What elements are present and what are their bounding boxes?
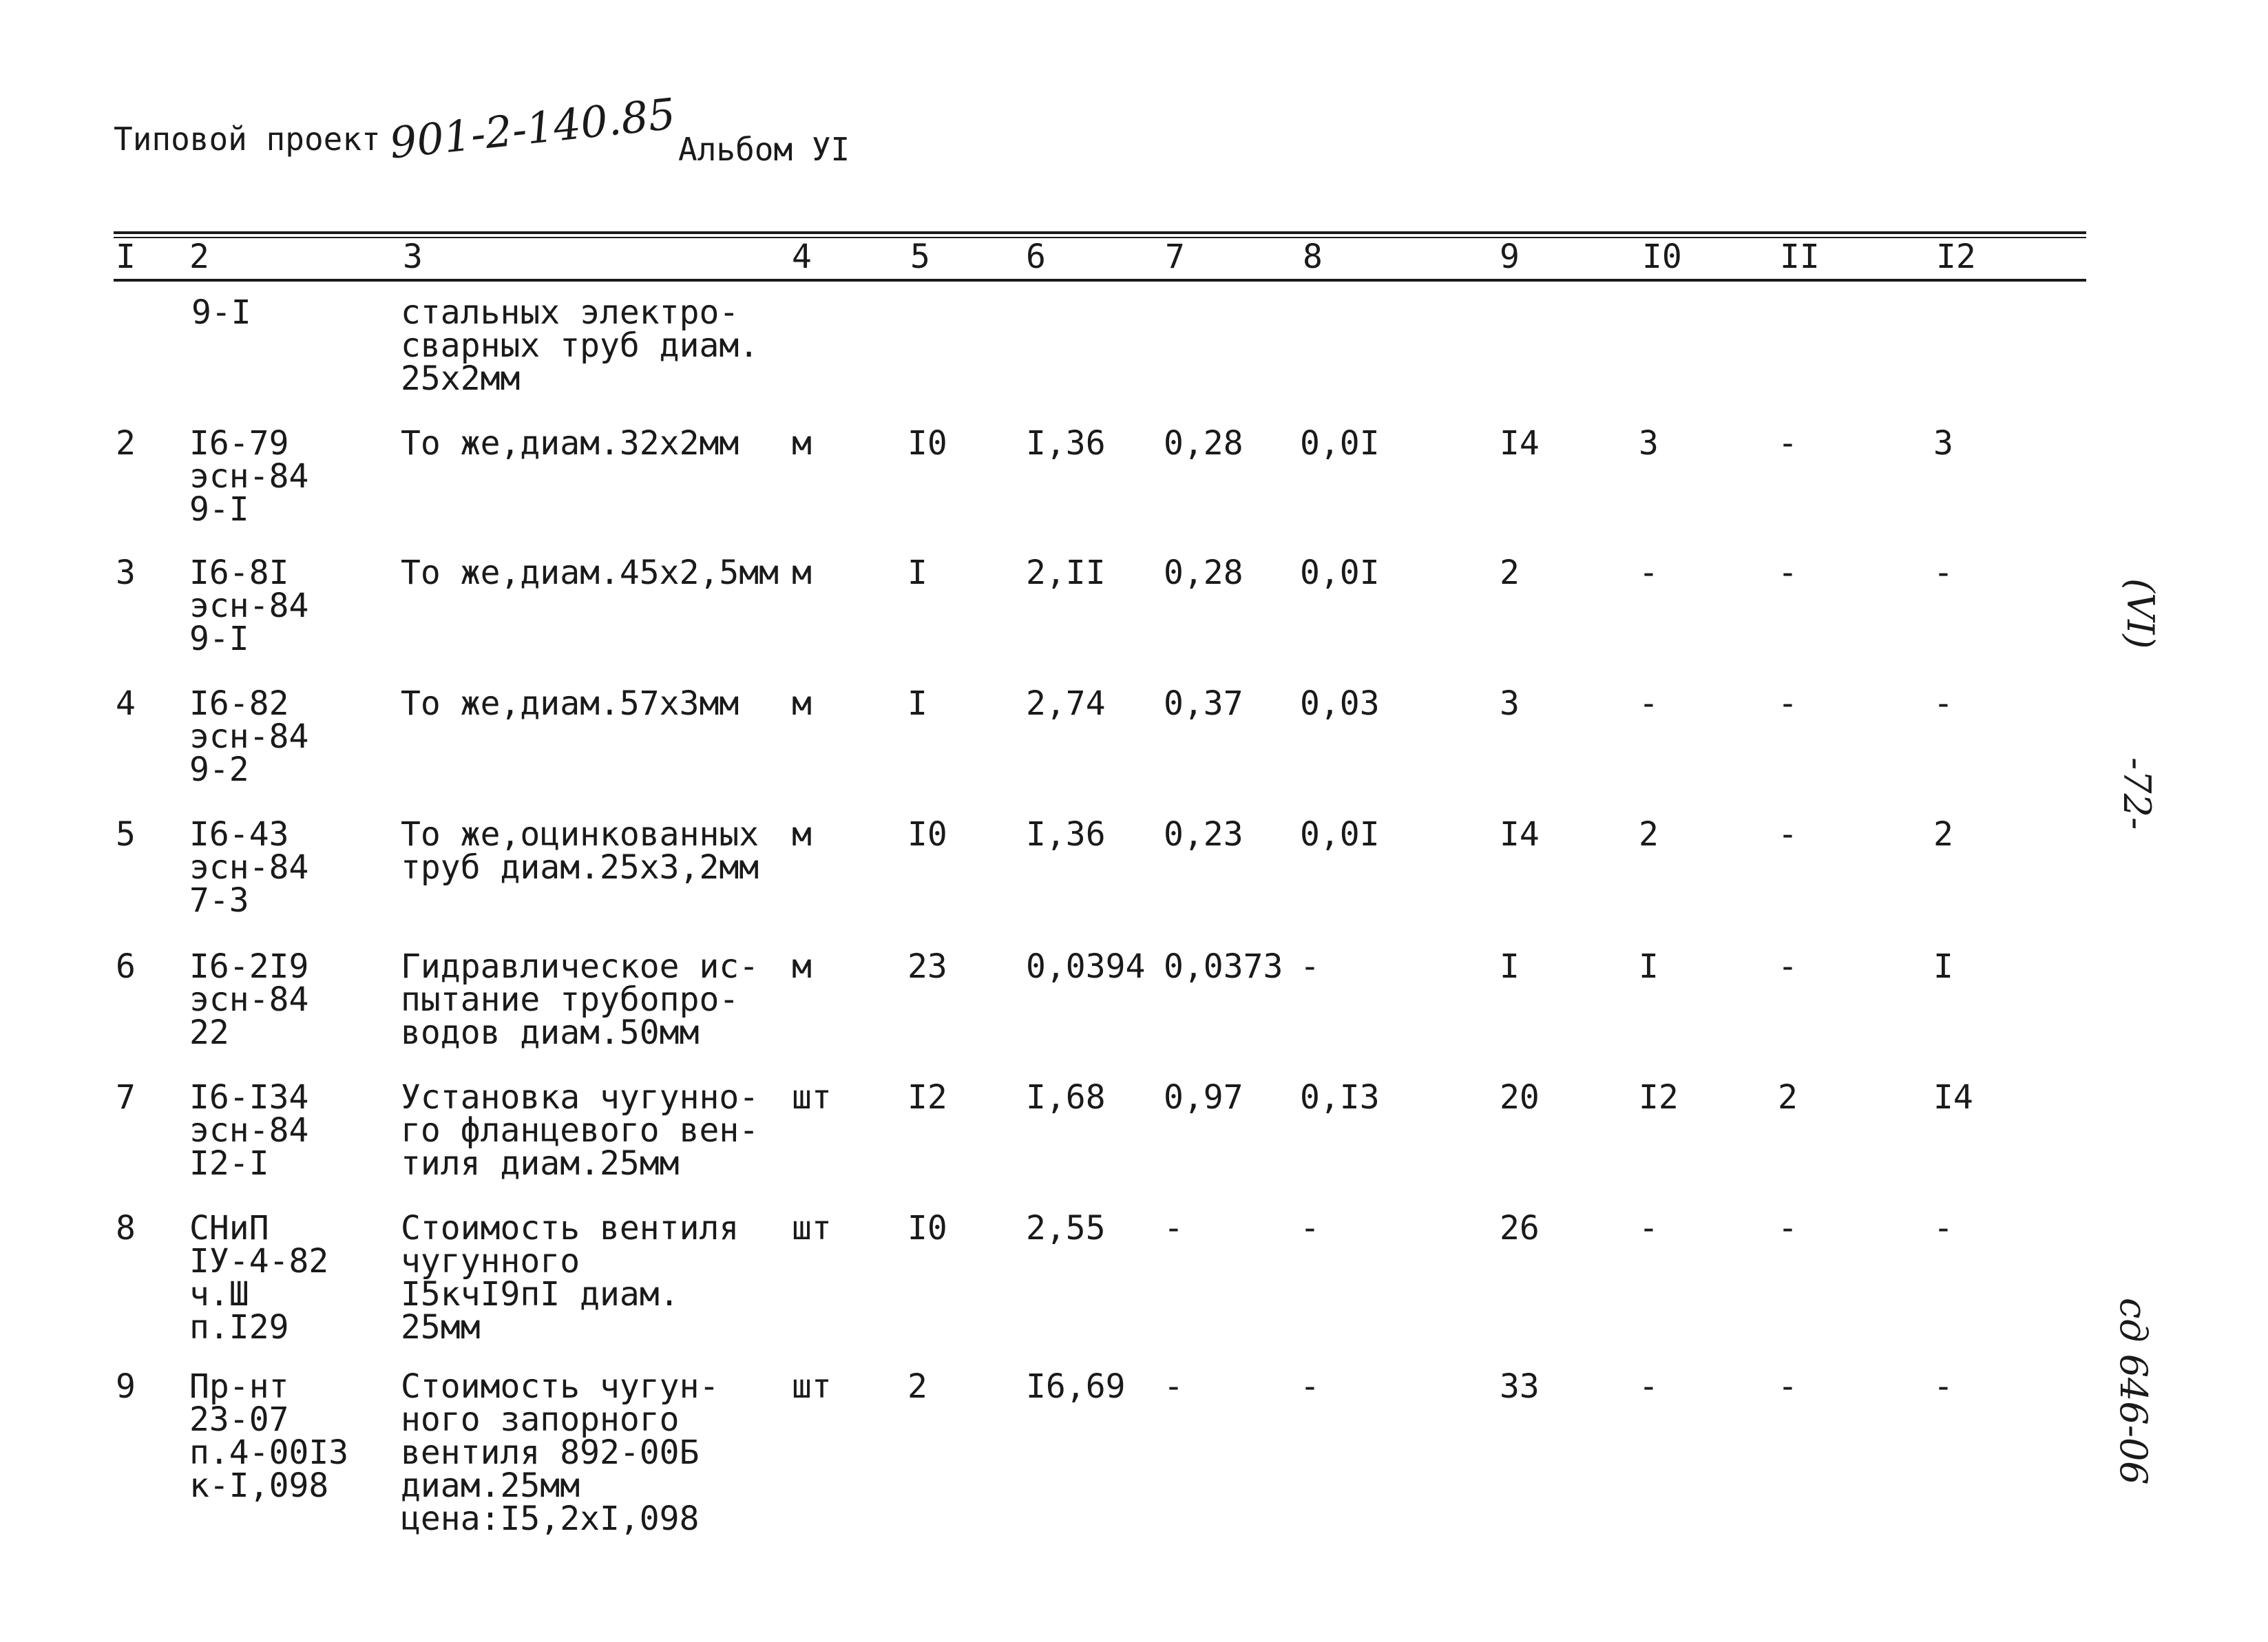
cell-c6: I,36 [1026, 815, 1106, 854]
project-label: Типовой проект [114, 120, 381, 158]
cell-c7: - [1164, 1209, 1184, 1248]
cell-c7: 0,28 [1164, 554, 1243, 592]
cell-c9: 3 [1500, 684, 1520, 723]
cell-c11: - [1778, 424, 1798, 463]
cell-c11: - [1778, 1209, 1798, 1248]
cell-qty: I2 [907, 1078, 947, 1117]
cell-unit: м [792, 554, 812, 592]
cell-code: I6-82 эсн-84 9-2 [189, 684, 309, 789]
cell-c7: 0,37 [1164, 684, 1243, 723]
cell-c12: - [1933, 684, 1953, 723]
cell-c8: 0,I3 [1300, 1078, 1380, 1117]
cell-code: I6-79 эсн-84 9-I [189, 424, 309, 529]
project-number: 901-2-140.85 [387, 88, 678, 169]
cell-n: 4 [116, 684, 136, 723]
column-number: 6 [1026, 238, 1046, 276]
cell-unit: м [792, 815, 812, 854]
cell-code: I6-2I9 эсн-84 22 [189, 947, 309, 1052]
cell-c12: - [1933, 554, 1953, 592]
column-number: 2 [189, 238, 209, 276]
cell-c6: I,36 [1026, 424, 1106, 463]
cell-c12: 2 [1933, 815, 1953, 854]
cell-c6: 2,55 [1026, 1209, 1106, 1248]
cell-c12: I [1933, 947, 1953, 986]
table-top-rule [114, 231, 2086, 234]
page-number: -72- [2115, 757, 2159, 830]
album-label: Альбом УI [678, 131, 850, 168]
cell-qty: I0 [907, 424, 947, 463]
cell-c9: I [1500, 947, 1520, 986]
cell-c9: 33 [1500, 1367, 1540, 1406]
continuation-code: 9-I [191, 293, 251, 332]
cell-desc: То же,диам.45х2,5мм [401, 554, 779, 592]
column-number: 3 [403, 238, 423, 276]
column-number: II [1780, 238, 1820, 276]
cell-c8: 0,0I [1300, 424, 1380, 463]
cell-c9: 2 [1500, 554, 1520, 592]
cell-c10: 2 [1639, 815, 1659, 854]
cell-n: 8 [116, 1209, 136, 1248]
cell-code: I6-43 эсн-84 7-3 [189, 815, 309, 920]
document-code: сд 646-06 [2112, 1298, 2155, 1485]
cell-desc: Установка чугунно- го фланцевого вен- тиля диам.25мм [401, 1078, 759, 1183]
cell-qty: I [907, 684, 927, 723]
cell-c10: I [1639, 947, 1659, 986]
cell-unit: м [792, 424, 812, 463]
continuation-description: стальных электро- сварных труб диам. 25х2мм [401, 293, 759, 398]
cell-c12: - [1933, 1209, 1953, 1248]
cell-desc: Гидравлическое ис- пытание трубопро- водов диам.50мм [401, 947, 759, 1052]
cell-c9: 26 [1500, 1209, 1540, 1248]
column-number: I2 [1936, 238, 1976, 276]
cell-code: I6-I34 эсн-84 I2-I [189, 1078, 309, 1183]
cell-c9: 20 [1500, 1078, 1540, 1117]
cell-c8: - [1300, 1209, 1320, 1248]
cell-c8: - [1300, 1367, 1320, 1406]
column-number: I0 [1642, 238, 1682, 276]
cell-c10: - [1639, 684, 1659, 723]
cell-c8: - [1300, 947, 1320, 986]
cell-c11: - [1778, 1367, 1798, 1406]
cell-c11: - [1778, 554, 1798, 592]
cell-qty: I [907, 554, 927, 592]
cell-desc: То же,диам.57х3мм [401, 684, 739, 723]
cell-c11: - [1778, 684, 1798, 723]
cell-unit: м [792, 947, 812, 986]
cell-n: 7 [116, 1078, 136, 1117]
cell-c7: 0,23 [1164, 815, 1243, 854]
cell-c8: 0,03 [1300, 684, 1380, 723]
cell-qty: I0 [907, 1209, 947, 1248]
cell-c8: 0,0I [1300, 815, 1380, 854]
cell-c6: 2,74 [1026, 684, 1106, 723]
cell-unit: м [792, 684, 812, 723]
cell-c7: 0,28 [1164, 424, 1243, 463]
sheet-mark: (VI) [2119, 578, 2162, 649]
cell-c12: 3 [1933, 424, 1953, 463]
cell-c9: I4 [1500, 424, 1540, 463]
cell-code: Пр-нт 23-07 п.4-00I3 к-I,098 [189, 1367, 349, 1505]
column-number: 5 [910, 238, 930, 276]
cell-n: 9 [116, 1367, 136, 1406]
cell-c8: 0,0I [1300, 554, 1380, 592]
column-header-rule [114, 279, 2086, 282]
cell-c6: 2,II [1026, 554, 1106, 592]
cell-c11: - [1778, 815, 1798, 854]
cell-qty: 23 [907, 947, 947, 986]
cell-desc: Стоимость чугун- ного запорного вентиля 892-00Б диам.25мм цена:I5,2хI,098 [401, 1367, 720, 1538]
cell-c12: - [1933, 1367, 1953, 1406]
cell-unit: шт [792, 1367, 832, 1406]
cell-n: 6 [116, 947, 136, 986]
cell-desc: То же,диам.32х2мм [401, 424, 739, 463]
cell-code: I6-8I эсн-84 9-I [189, 554, 309, 658]
cell-qty: I0 [907, 815, 947, 854]
cell-n: 5 [116, 815, 136, 854]
cell-desc: То же,оцинкованных труб диам.25х3,2мм [401, 815, 759, 887]
cell-n: 3 [116, 554, 136, 592]
cell-c6: I,68 [1026, 1078, 1106, 1117]
cell-c12: I4 [1933, 1078, 1973, 1117]
cell-c6: 0,0394 [1026, 947, 1146, 986]
cell-c10: - [1639, 554, 1659, 592]
cell-unit: шт [792, 1078, 832, 1117]
cell-n: 2 [116, 424, 136, 463]
cell-c9: I4 [1500, 815, 1540, 854]
cell-desc: Стоимость вентиля чугунного I5кчI9пI диам. 25мм [401, 1209, 739, 1347]
cell-c10: - [1639, 1209, 1659, 1248]
cell-c6: I6,69 [1026, 1367, 1126, 1406]
column-number: 9 [1500, 238, 1520, 276]
cell-qty: 2 [907, 1367, 927, 1406]
cell-c7: 0,97 [1164, 1078, 1243, 1117]
column-number: 8 [1303, 238, 1323, 276]
cell-c10: I2 [1639, 1078, 1679, 1117]
cell-unit: шт [792, 1209, 832, 1248]
cell-c11: 2 [1778, 1078, 1798, 1117]
cell-c7: 0,0373 [1164, 947, 1283, 986]
column-number: I [116, 238, 136, 276]
cell-c10: - [1639, 1367, 1659, 1406]
column-number: 7 [1165, 238, 1185, 276]
cell-code: СНиП IУ-4-82 ч.Ш п.I29 [189, 1209, 329, 1347]
column-number: 4 [792, 238, 812, 276]
cell-c10: 3 [1639, 424, 1659, 463]
cell-c11: - [1778, 947, 1798, 986]
cell-c7: - [1164, 1367, 1184, 1406]
